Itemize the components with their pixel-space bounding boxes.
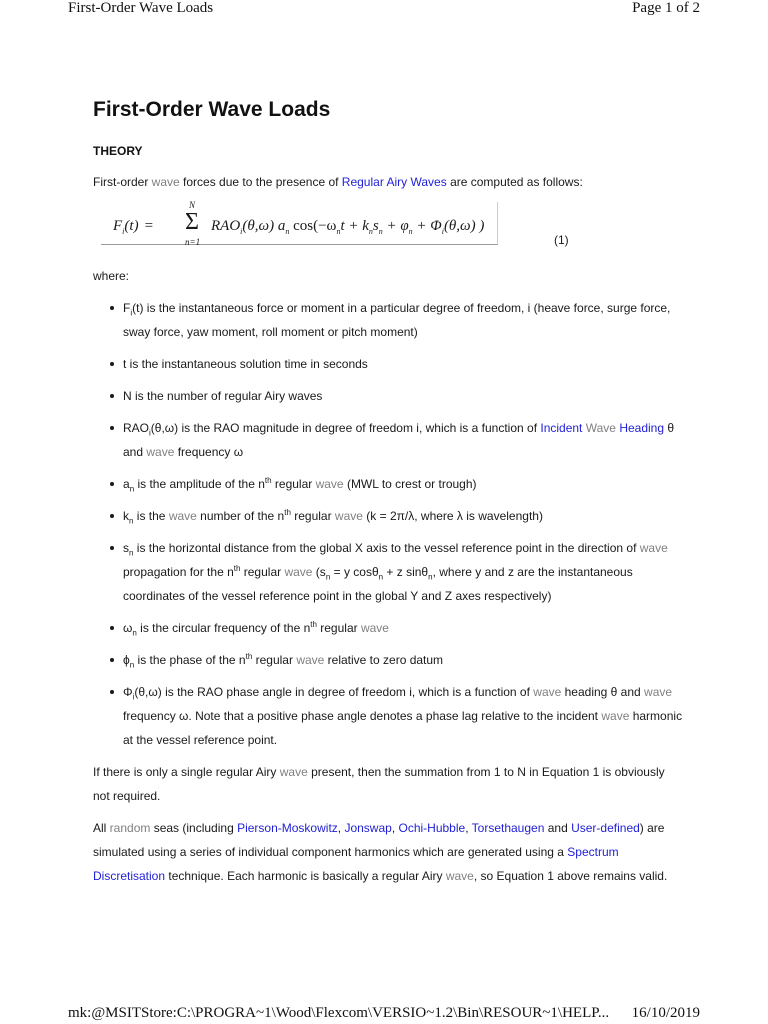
text: , [465,821,472,835]
text: heading θ and [561,685,645,699]
text: , so Equation 1 above remains valid. [473,869,668,883]
link-wave[interactable]: wave [296,653,325,667]
text: F [123,301,131,315]
text: is the circular frequency of the n [136,621,311,635]
text: is the horizontal distance from the global X axis to the vessel reference point in the direction of [133,541,640,555]
text: number of the n [196,509,285,523]
eq-subscript: i [240,227,243,236]
text: = y cosθ [330,565,379,579]
text: regular [290,509,335,523]
text: (k = 2π/λ, where λ is wavelength) [362,509,543,523]
eq-term: + Φ [412,218,442,234]
eq-subscript: n [336,227,341,236]
text: , [391,821,399,835]
link-wave[interactable]: wave [151,175,180,189]
page-title: First-Order Wave Loads [93,98,331,121]
text: θ and [123,421,675,459]
list-item [123,616,683,640]
link-wave[interactable]: Wave [585,421,616,435]
text: technique. Each harmonic is basically a regular Airy [165,869,446,883]
eq-subscript: n [378,227,383,236]
eq-term: cos(−ω [289,218,337,234]
eq-term: s [372,218,379,234]
random-seas-paragraph [93,816,683,888]
sigma-icon: Σ [185,209,199,235]
text: is the amplitude of the n [134,477,265,491]
subscript: n [129,484,135,494]
link-pierson-moskowitz[interactable]: Pierson-Moskowitz [237,821,338,835]
sum-upper-limit: N [189,200,196,210]
sum-lower-limit: n=1 [185,237,201,247]
eq-symbol: F [113,218,123,234]
link-wave[interactable]: wave [601,709,630,723]
superscript: th [310,620,317,629]
subscript: n [129,548,134,558]
equation-box [101,202,498,245]
text: k [123,509,129,523]
text: frequency ω [174,445,244,459]
text: seas (including [150,821,238,835]
link-torsethaugen[interactable]: Torsethaugen [471,821,545,835]
link-incident[interactable]: Incident [540,421,583,435]
document-body [93,96,683,896]
text: If there is only a single regular Airy [93,765,280,779]
text: All [93,821,110,835]
eq-subscript: i [122,227,125,236]
eq-term: + φ [382,218,409,234]
text: (θ,ω) is the RAO phase angle in degree of freedom i, which is a function of [134,685,534,699]
subscript: i [149,428,151,438]
text: First-order [93,175,152,189]
list-item [123,504,683,528]
eq-term: RAO [211,218,241,234]
superscript: th [284,508,291,517]
text: relative to zero datum [324,653,444,667]
eq-term: (θ,ω) ) [443,218,485,234]
superscript: th [233,564,241,573]
eq-subscript: n [285,227,290,236]
subscript: n [129,516,134,526]
text: and [544,821,572,835]
link-wave[interactable]: wave [279,765,308,779]
eq-subscript: n [408,227,413,236]
equation-rhs [211,214,484,238]
text: ) are simulated using a series of individual component harmonics which are generated using a [93,821,665,859]
text: ϕ [123,653,130,667]
print-header-title: First-Order Wave Loads [68,0,214,16]
text: ω [123,621,133,635]
print-footer [68,1005,700,1022]
text: (MWL to crest or trough) [343,477,477,491]
text: regular [240,565,285,579]
text: present, then the summation from 1 to N in Equation 1 is obviously not required. [93,765,665,803]
equation-1 [93,202,683,258]
text: N is the number of regular Airy waves [123,389,323,403]
link-wave[interactable]: wave [334,509,363,523]
print-footer-date: 16/10/2019 [631,1005,700,1021]
subscript: i [132,692,135,702]
definitions-list [93,296,683,752]
print-header [68,0,700,17]
eq-argument: (t) [124,218,139,234]
eq-term: t + k [340,218,369,234]
text: (θ,ω) is the RAO magnitude in degree of freedom i, which is a function of [150,421,541,435]
text: harmonic at the vessel reference point. [123,709,683,747]
text: s [123,541,129,555]
link-wave[interactable]: wave [533,685,562,699]
link-wave[interactable]: wave [639,541,668,555]
print-header-page-number: Page 1 of 2 [632,0,700,16]
link-ochi-hubble[interactable]: Ochi-Hubble [398,821,466,835]
eq-term: (θ,ω) a [242,218,286,234]
list-item [123,416,683,464]
text: regular [252,653,297,667]
text: is the [133,509,169,523]
eq-subscript: i [441,227,444,236]
link-wave[interactable]: wave [315,477,344,491]
text: , [337,821,345,835]
text: is the phase of the n [134,653,246,667]
link-regular-airy-waves[interactable]: Regular Airy Waves [341,175,447,189]
text: a [123,477,130,491]
text: forces due to the presence of [179,175,342,189]
text: propagation for the n [123,565,234,579]
text: frequency ω. Note that a positive phase angle denotes a phase lag relative to the incident [123,709,602,723]
text: regular [271,477,316,491]
link-user-defined[interactable]: User-defined [571,821,640,835]
list-item [123,384,683,408]
link-jonswap[interactable]: Jonswap [344,821,392,835]
link-wave[interactable]: wave [168,509,197,523]
subscript: n [428,572,433,582]
list-item [123,352,683,376]
eq-equals: = [144,218,154,234]
subscript: n [325,572,331,582]
list-item [123,536,683,608]
list-item [123,296,683,344]
where-label: where: [93,269,130,283]
link-wave[interactable]: wave [284,565,313,579]
subscript: i [130,308,133,318]
text: Φ [123,685,133,699]
link-random[interactable]: random [109,821,151,835]
subscript: n [129,660,135,670]
superscript: th [264,476,272,485]
text: RAO [123,421,150,435]
link-wave[interactable]: wave [445,869,474,883]
subscript: n [132,628,137,638]
text: , where y and z are the instantaneous coordinates of the vessel reference point in the global Y and Z axes respectively) [123,565,633,603]
list-item [123,648,683,672]
single-wave-paragraph [93,760,683,808]
text: t is the instantaneous solution time in seconds [123,357,368,371]
print-footer-path: mk:@MSITStore:C:\PROGRA~1\Wood\Flexcom\VERSIO~1.2\Bin\RESOUR~1\HELP... [68,1005,610,1021]
text: are computed as follows: [446,175,583,189]
superscript: th [245,652,253,661]
link-wave[interactable]: wave [146,445,175,459]
link-spectrum-discretisation[interactable]: Spectrum Discretisation [93,845,619,883]
list-item [123,472,683,496]
link-wave[interactable]: wave [360,621,389,635]
equation-lhs [113,214,153,238]
equation-number: (1) [554,233,569,247]
link-wave[interactable]: wave [644,685,673,699]
intro-paragraph [93,170,683,194]
text: (t) is the instantaneous force or moment in a particular degree of freedom, i (heave force, surge force, sway force, yaw moment, roll moment or pitch moment) [123,301,671,339]
subscript: n [378,572,384,582]
link-heading[interactable]: Heading [619,421,665,435]
list-item [123,680,683,752]
eq-subscript: n [368,227,373,236]
text: + z sinθ [383,565,429,579]
text: (s [312,565,326,579]
section-heading: THEORY [93,144,143,158]
text: regular [316,621,361,635]
